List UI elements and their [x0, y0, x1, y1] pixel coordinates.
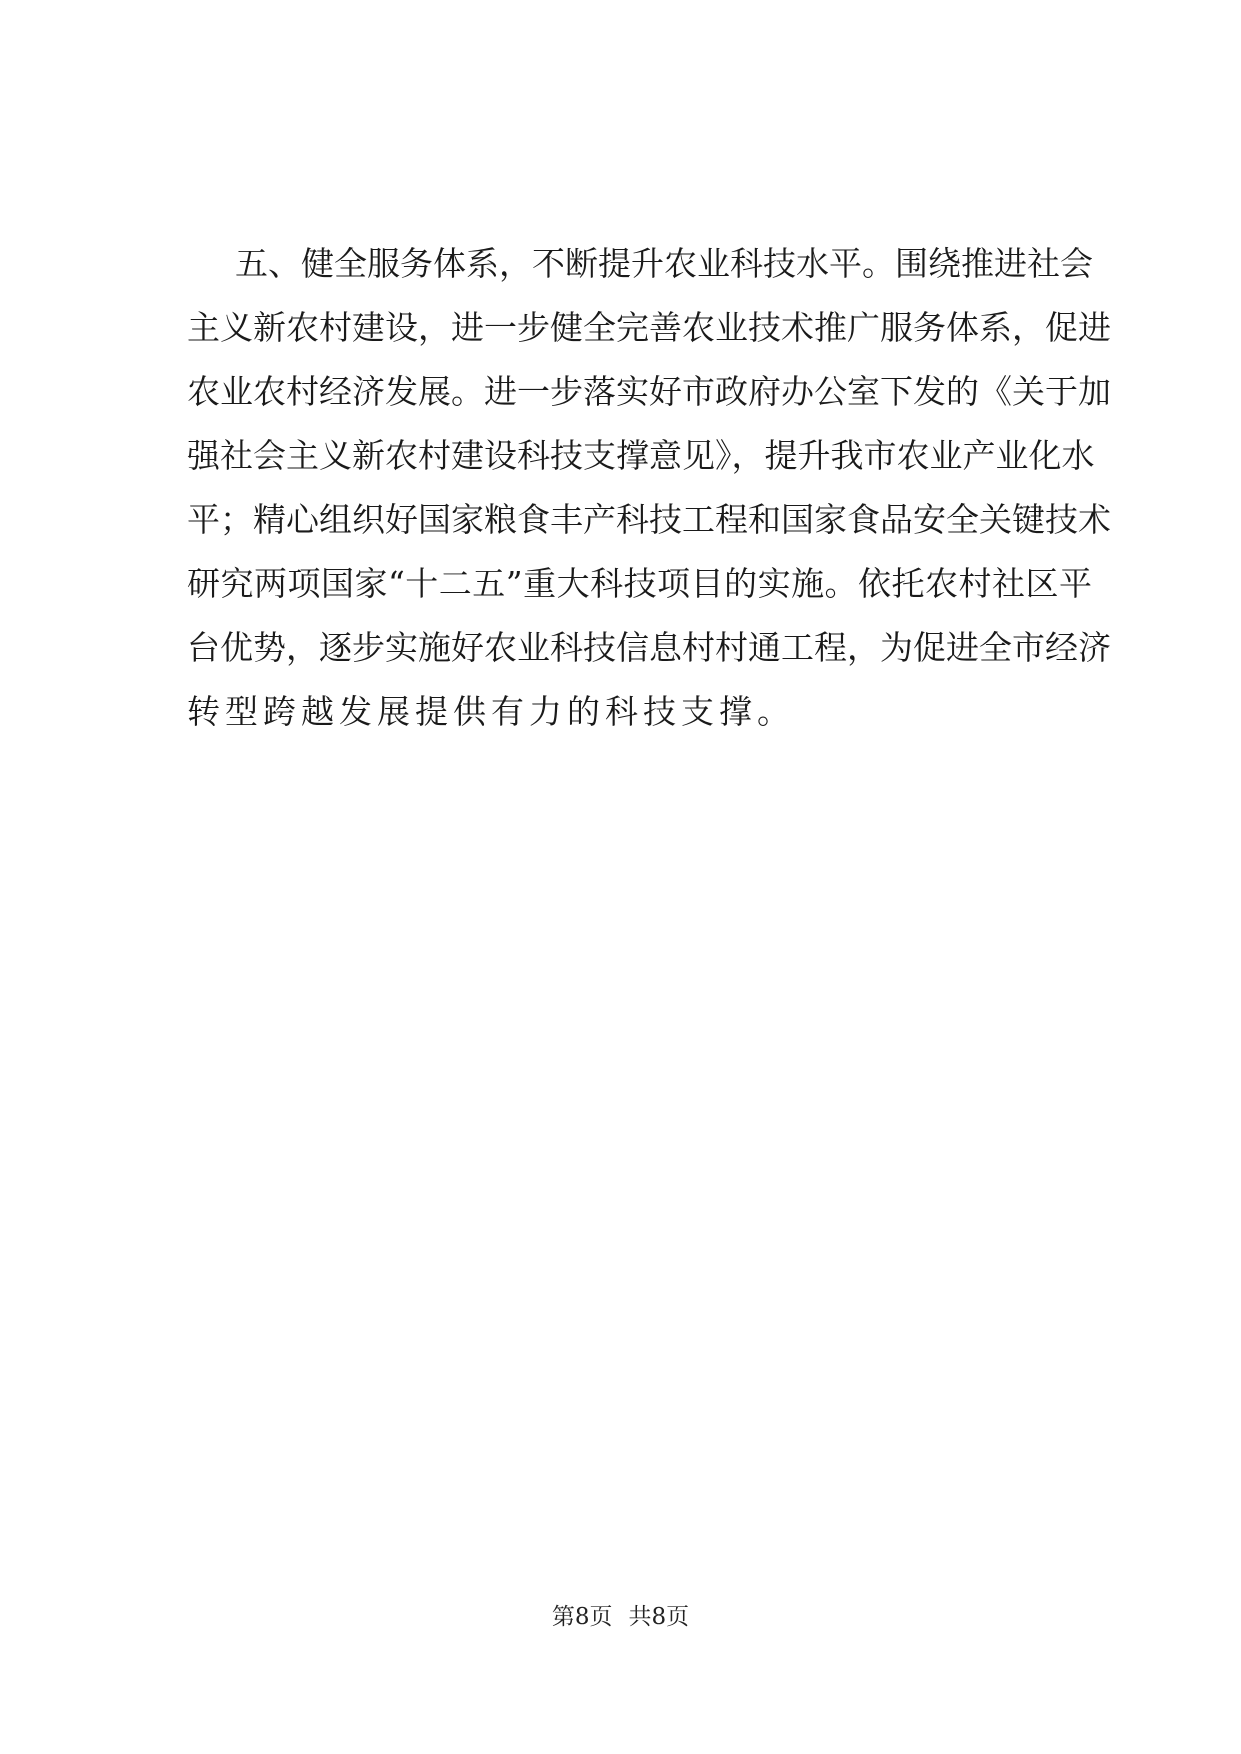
paragraph-line: 台优势，逐步实施好农业科技信息村村通工程，为促进全市经济 [187, 628, 1111, 667]
body-paragraph [187, 232, 1111, 744]
paragraph-line: 平；精心组织好国家粮食丰产科技工程和国家食品安全关键技术 [187, 500, 1111, 539]
page-number-total: 共8页 [628, 1604, 690, 1630]
paragraph-line: 农业农村经济发展。进一步落实好市政府办公室下发的《关于加 [187, 372, 1111, 411]
paragraph-line: 五、健全服务体系，不断提升农业科技水平。围绕推进社会 [235, 244, 1093, 283]
paragraph-line: 研究两项国家“十二五”重大科技项目的实施。依托农村社区平 [187, 564, 1092, 603]
paragraph-line: 转型跨越发展提供有力的科技支撑。 [187, 692, 795, 731]
page-footer [0, 1602, 1241, 1632]
paragraph-line: 主义新农村建设，进一步健全完善农业技术推广服务体系，促进 [187, 308, 1111, 347]
page-number-current: 第8页 [551, 1604, 613, 1630]
paragraph-line: 强社会主义新农村建设科技支撑意见》，提升我市农业产业化水 [187, 436, 1095, 475]
